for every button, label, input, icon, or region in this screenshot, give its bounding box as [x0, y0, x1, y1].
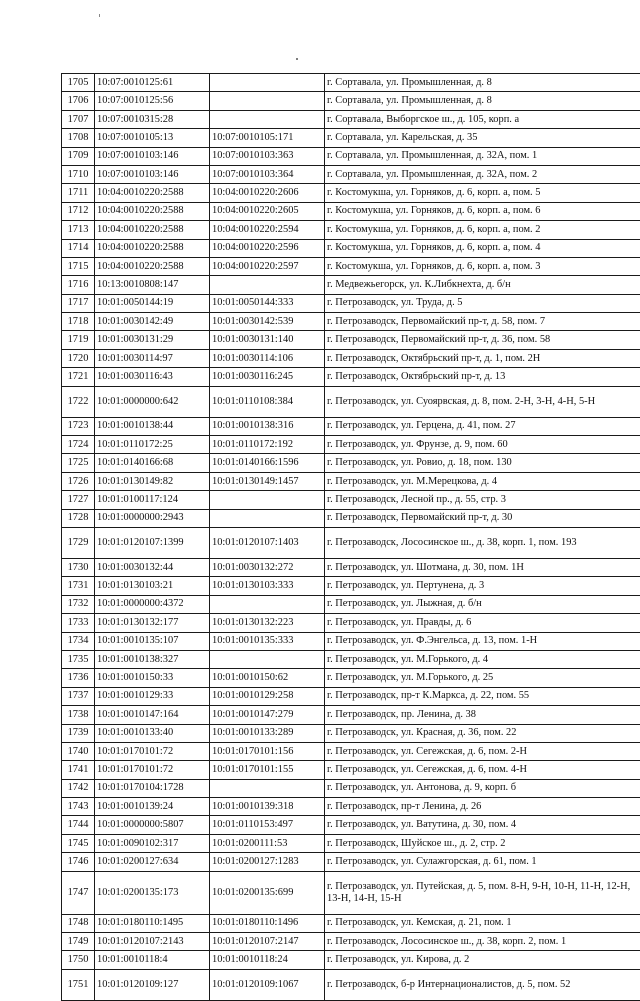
table-row — [62, 933, 640, 951]
premises-cadastral-number-cell: 10:01:0180110:1496 — [210, 914, 325, 932]
premises-cadastral-number-cell: 10:01:0030114:106 — [210, 349, 325, 367]
row-number-cell: 1729 — [62, 527, 95, 558]
premises-cadastral-number-cell: 10:01:0120107:2147 — [210, 933, 325, 951]
premises-cadastral-number-cell: 10:01:0130132:223 — [210, 614, 325, 632]
cadastral-number-cell: 10:01:0170104:1728 — [95, 779, 210, 797]
table-row — [62, 110, 640, 128]
address-cell: г. Петрозаводск, ул. Кирова, д. 2 — [325, 951, 640, 969]
cadastral-number-cell: 10:07:0010125:61 — [95, 74, 210, 92]
address-cell: г. Костомукша, ул. Горняков, д. 6, корп. а, пом. 6 — [325, 202, 640, 220]
address-cell: г. Петрозаводск, ул. Пертунена, д. 3 — [325, 577, 640, 595]
row-number-cell: 1724 — [62, 436, 95, 454]
address-cell: г. Петрозаводск, ул. Труда, д. 5 — [325, 294, 640, 312]
premises-cadastral-number-cell: 10:01:0200135:699 — [210, 871, 325, 914]
cadastral-number-cell: 10:01:0010118:4 — [95, 951, 210, 969]
cadastral-number-cell: 10:01:0000000:5807 — [95, 816, 210, 834]
table-row — [62, 669, 640, 687]
premises-cadastral-number-cell — [210, 110, 325, 128]
table-row — [62, 491, 640, 509]
table-row — [62, 331, 640, 349]
premises-cadastral-number-cell: 10:01:0140166:1596 — [210, 454, 325, 472]
table-row — [62, 349, 640, 367]
row-number-cell: 1705 — [62, 74, 95, 92]
address-cell: г. Петрозаводск, Октябрьский пр-т, д. 13 — [325, 368, 640, 386]
premises-cadastral-number-cell: 10:04:0010220:2597 — [210, 257, 325, 275]
address-cell: г. Костомукша, ул. Горняков, д. 6, корп. а, пом. 4 — [325, 239, 640, 257]
premises-cadastral-number-cell: 10:01:0030132:272 — [210, 558, 325, 576]
table-row — [62, 202, 640, 220]
cadastral-number-cell: 10:01:0000000:4372 — [95, 595, 210, 613]
address-cell: г. Петрозаводск, пр-т Ленина, д. 26 — [325, 798, 640, 816]
table-row — [62, 914, 640, 932]
address-cell: г. Медвежьегорск, ул. К.Либкнехта, д. б/н — [325, 276, 640, 294]
address-cell: г. Петрозаводск, пр. Ленина, д. 38 — [325, 706, 640, 724]
cadastral-number-cell: 10:01:0030116:43 — [95, 368, 210, 386]
premises-cadastral-number-cell: 10:01:0010133:289 — [210, 724, 325, 742]
table-row — [62, 386, 640, 417]
premises-cadastral-number-cell: 10:01:0010129:258 — [210, 687, 325, 705]
row-number-cell: 1750 — [62, 951, 95, 969]
table-row — [62, 706, 640, 724]
cadastral-number-cell: 10:07:0010125:56 — [95, 92, 210, 110]
cadastral-number-cell: 10:07:0010315:28 — [95, 110, 210, 128]
premises-cadastral-number-cell: 10:04:0010220:2596 — [210, 239, 325, 257]
table-row — [62, 614, 640, 632]
premises-cadastral-number-cell: 10:01:0010118:24 — [210, 951, 325, 969]
premises-cadastral-number-cell — [210, 595, 325, 613]
row-number-cell: 1706 — [62, 92, 95, 110]
address-cell: г. Петрозаводск, Первомайский пр-т, д. 36, пом. 58 — [325, 331, 640, 349]
premises-cadastral-number-cell: 10:01:0110172:192 — [210, 436, 325, 454]
row-number-cell: 1710 — [62, 165, 95, 183]
cadastral-number-cell: 10:01:0170101:72 — [95, 761, 210, 779]
table-row — [62, 687, 640, 705]
cadastral-number-cell: 10:07:0010105:13 — [95, 129, 210, 147]
premises-cadastral-number-cell: 10:01:0110153:497 — [210, 816, 325, 834]
table-row — [62, 184, 640, 202]
cadastral-number-cell: 10:01:0010139:24 — [95, 798, 210, 816]
premises-cadastral-number-cell: 10:01:0030131:140 — [210, 331, 325, 349]
premises-cadastral-number-cell: 10:01:0010147:279 — [210, 706, 325, 724]
address-cell: г. Петрозаводск, ул. М.Горького, д. 4 — [325, 650, 640, 668]
address-cell: г. Петрозаводск, Лососинское ш., д. 38, корп. 2, пом. 1 — [325, 933, 640, 951]
row-number-cell: 1739 — [62, 724, 95, 742]
row-number-cell: 1731 — [62, 577, 95, 595]
premises-cadastral-number-cell: 10:01:0130149:1457 — [210, 472, 325, 490]
cadastral-number-cell: 10:01:0130132:177 — [95, 614, 210, 632]
table-row — [62, 472, 640, 490]
premises-cadastral-number-cell: 10:01:0200111:53 — [210, 834, 325, 852]
address-cell: г. Петрозаводск, ул. Ф.Энгельса, д. 13, пом. 1-Н — [325, 632, 640, 650]
premises-cadastral-number-cell: 10:01:0030142:539 — [210, 313, 325, 331]
cadastral-number-cell: 10:04:0010220:2588 — [95, 257, 210, 275]
address-cell: г. Петрозаводск, ул. М.Горького, д. 25 — [325, 669, 640, 687]
table-row — [62, 276, 640, 294]
cadastral-number-cell: 10:01:0120107:2143 — [95, 933, 210, 951]
cadastral-number-cell: 10:04:0010220:2588 — [95, 184, 210, 202]
table-row — [62, 221, 640, 239]
cadastral-number-cell: 10:01:0120109:127 — [95, 969, 210, 1000]
row-number-cell: 1743 — [62, 798, 95, 816]
address-cell: г. Петрозаводск, Шуйское ш., д. 2, стр. 2 — [325, 834, 640, 852]
row-number-cell: 1746 — [62, 853, 95, 871]
cadastral-number-cell: 10:01:0140166:68 — [95, 454, 210, 472]
address-cell: г. Костомукша, ул. Горняков, д. 6, корп. а, пом. 2 — [325, 221, 640, 239]
row-number-cell: 1747 — [62, 871, 95, 914]
row-number-cell: 1741 — [62, 761, 95, 779]
row-number-cell: 1736 — [62, 669, 95, 687]
cadastral-number-cell: 10:01:0130149:82 — [95, 472, 210, 490]
row-number-cell: 1733 — [62, 614, 95, 632]
premises-cadastral-number-cell: 10:01:0010150:62 — [210, 669, 325, 687]
cadastral-number-cell: 10:01:0120107:1399 — [95, 527, 210, 558]
address-cell: г. Петрозаводск, Лесной пр., д. 55, стр. 3 — [325, 491, 640, 509]
address-cell: г. Петрозаводск, ул. Лыжная, д. б/н — [325, 595, 640, 613]
table-row — [62, 595, 640, 613]
table-row — [62, 294, 640, 312]
table-row — [62, 779, 640, 797]
table-row — [62, 853, 640, 871]
table-row — [62, 527, 640, 558]
row-number-cell: 1734 — [62, 632, 95, 650]
address-cell: г. Петрозаводск, Первомайский пр-т, д. 30 — [325, 509, 640, 527]
row-number-cell: 1735 — [62, 650, 95, 668]
address-cell: г. Сортавала, ул. Промышленная, д. 32А, пом. 2 — [325, 165, 640, 183]
row-number-cell: 1707 — [62, 110, 95, 128]
cadastral-number-cell: 10:01:0030114:97 — [95, 349, 210, 367]
premises-cadastral-number-cell: 10:01:0030116:245 — [210, 368, 325, 386]
address-cell: г. Петрозаводск, ул. Герцена, д. 41, пом. 27 — [325, 417, 640, 435]
cadastral-number-cell: 10:04:0010220:2588 — [95, 221, 210, 239]
address-cell: г. Петрозаводск, ул. Суоярвская, д. 8, пом. 2-Н, 3-Н, 4-Н, 5-Н — [325, 386, 640, 417]
table-row — [62, 147, 640, 165]
table-row — [62, 798, 640, 816]
cadastral-number-cell: 10:01:0010138:327 — [95, 650, 210, 668]
premises-cadastral-number-cell: 10:01:0200127:1283 — [210, 853, 325, 871]
address-cell: г. Сортавала, ул. Промышленная, д. 32А, пом. 1 — [325, 147, 640, 165]
address-cell: г. Петрозаводск, ул. Сулажгорская, д. 61, пом. 1 — [325, 853, 640, 871]
premises-cadastral-number-cell: 10:04:0010220:2605 — [210, 202, 325, 220]
table-row — [62, 239, 640, 257]
cadastral-number-cell: 10:01:0030131:29 — [95, 331, 210, 349]
row-number-cell: 1716 — [62, 276, 95, 294]
address-cell: г. Петрозаводск, ул. М.Мерецкова, д. 4 — [325, 472, 640, 490]
address-cell: г. Петрозаводск, ул. Шотмана, д. 30, пом. 1Н — [325, 558, 640, 576]
row-number-cell: 1728 — [62, 509, 95, 527]
cadastral-number-cell: 10:01:0000000:642 — [95, 386, 210, 417]
cadastral-number-cell: 10:04:0010220:2588 — [95, 239, 210, 257]
cadastral-number-cell: 10:01:0200135:173 — [95, 871, 210, 914]
row-number-cell: 1714 — [62, 239, 95, 257]
row-number-cell: 1718 — [62, 313, 95, 331]
premises-cadastral-number-cell — [210, 779, 325, 797]
row-number-cell: 1721 — [62, 368, 95, 386]
cadastral-number-cell: 10:01:0050144:19 — [95, 294, 210, 312]
row-number-cell: 1719 — [62, 331, 95, 349]
address-cell: г. Петрозаводск, ул. Сегежская, д. 6, пом. 2-Н — [325, 742, 640, 760]
property-register-table — [61, 73, 640, 1001]
premises-cadastral-number-cell: 10:07:0010103:363 — [210, 147, 325, 165]
row-number-cell: 1723 — [62, 417, 95, 435]
address-cell: г. Петрозаводск, ул. Правды, д. 6 — [325, 614, 640, 632]
scan-artifact — [296, 58, 298, 60]
row-number-cell: 1745 — [62, 834, 95, 852]
address-cell: г. Костомукша, ул. Горняков, д. 6, корп. а, пом. 3 — [325, 257, 640, 275]
table-row — [62, 742, 640, 760]
row-number-cell: 1737 — [62, 687, 95, 705]
table-row — [62, 816, 640, 834]
row-number-cell: 1744 — [62, 816, 95, 834]
premises-cadastral-number-cell: 10:01:0010138:316 — [210, 417, 325, 435]
table-row — [62, 871, 640, 914]
address-cell: г. Петрозаводск, Лососинское ш., д. 38, корп. 1, пом. 193 — [325, 527, 640, 558]
row-number-cell: 1740 — [62, 742, 95, 760]
row-number-cell: 1749 — [62, 933, 95, 951]
row-number-cell: 1711 — [62, 184, 95, 202]
cadastral-number-cell: 10:01:0170101:72 — [95, 742, 210, 760]
address-cell: г. Сортавала, ул. Промышленная, д. 8 — [325, 74, 640, 92]
premises-cadastral-number-cell: 10:01:0130103:333 — [210, 577, 325, 595]
premises-cadastral-number-cell: 10:01:0050144:333 — [210, 294, 325, 312]
cadastral-number-cell: 10:01:0030142:49 — [95, 313, 210, 331]
premises-cadastral-number-cell: 10:01:0120109:1067 — [210, 969, 325, 1000]
premises-cadastral-number-cell: 10:01:0170101:156 — [210, 742, 325, 760]
scan-artifact — [99, 14, 100, 17]
address-cell: г. Сортавала, ул. Промышленная, д. 8 — [325, 92, 640, 110]
cadastral-number-cell: 10:01:0030132:44 — [95, 558, 210, 576]
row-number-cell: 1751 — [62, 969, 95, 1000]
table-row — [62, 417, 640, 435]
premises-cadastral-number-cell: 10:04:0010220:2594 — [210, 221, 325, 239]
cadastral-number-cell: 10:01:0110172:25 — [95, 436, 210, 454]
premises-cadastral-number-cell: 10:07:0010105:171 — [210, 129, 325, 147]
address-cell: г. Петрозаводск, ул. Ровио, д. 18, пом. 130 — [325, 454, 640, 472]
row-number-cell: 1713 — [62, 221, 95, 239]
premises-cadastral-number-cell — [210, 92, 325, 110]
row-number-cell: 1748 — [62, 914, 95, 932]
row-number-cell: 1725 — [62, 454, 95, 472]
table-row — [62, 951, 640, 969]
address-cell: г. Петрозаводск, ул. Ватутина, д. 30, пом. 4 — [325, 816, 640, 834]
table-row — [62, 724, 640, 742]
cadastral-number-cell: 10:07:0010103:146 — [95, 147, 210, 165]
address-cell: г. Петрозаводск, ул. Фрунзе, д. 9, пом. 60 — [325, 436, 640, 454]
cadastral-number-cell: 10:01:0010138:44 — [95, 417, 210, 435]
premises-cadastral-number-cell: 10:01:0010135:333 — [210, 632, 325, 650]
premises-cadastral-number-cell: 10:01:0170101:155 — [210, 761, 325, 779]
premises-cadastral-number-cell — [210, 276, 325, 294]
row-number-cell: 1742 — [62, 779, 95, 797]
table-row — [62, 92, 640, 110]
address-cell: г. Петрозаводск, ул. Путейская, д. 5, пом. 8-Н, 9-Н, 10-Н, 11-Н, 12-Н, 13-Н, 14-Н, 15-Н — [325, 871, 640, 914]
cadastral-number-cell: 10:01:0010129:33 — [95, 687, 210, 705]
table-row — [62, 454, 640, 472]
table-row — [62, 436, 640, 454]
cadastral-number-cell: 10:01:0010147:164 — [95, 706, 210, 724]
address-cell: г. Костомукша, ул. Горняков, д. 6, корп. а, пом. 5 — [325, 184, 640, 202]
table-row — [62, 257, 640, 275]
table-row — [62, 969, 640, 1000]
address-cell: г. Петрозаводск, б-р Интернационалистов, д. 5, пом. 52 — [325, 969, 640, 1000]
table-row — [62, 74, 640, 92]
row-number-cell: 1727 — [62, 491, 95, 509]
cadastral-number-cell: 10:01:0130103:21 — [95, 577, 210, 595]
table-row — [62, 368, 640, 386]
address-cell: г. Сортавала, ул. Карельская, д. 35 — [325, 129, 640, 147]
row-number-cell: 1730 — [62, 558, 95, 576]
row-number-cell: 1738 — [62, 706, 95, 724]
row-number-cell: 1717 — [62, 294, 95, 312]
address-cell: г. Петрозаводск, Первомайский пр-т, д. 58, пом. 7 — [325, 313, 640, 331]
cadastral-number-cell: 10:01:0010135:107 — [95, 632, 210, 650]
cadastral-number-cell: 10:01:0100117:124 — [95, 491, 210, 509]
premises-cadastral-number-cell — [210, 509, 325, 527]
premises-cadastral-number-cell: 10:01:0120107:1403 — [210, 527, 325, 558]
table-row — [62, 650, 640, 668]
row-number-cell: 1708 — [62, 129, 95, 147]
address-cell: г. Сортавала, Выборгское ш., д. 105, корп. а — [325, 110, 640, 128]
premises-cadastral-number-cell: 10:04:0010220:2606 — [210, 184, 325, 202]
premises-cadastral-number-cell: 10:01:0010139:318 — [210, 798, 325, 816]
premises-cadastral-number-cell — [210, 74, 325, 92]
table-row — [62, 761, 640, 779]
cadastral-number-cell: 10:07:0010103:146 — [95, 165, 210, 183]
row-number-cell: 1722 — [62, 386, 95, 417]
cadastral-number-cell: 10:01:0010133:40 — [95, 724, 210, 742]
table-row — [62, 558, 640, 576]
row-number-cell: 1715 — [62, 257, 95, 275]
address-cell: г. Петрозаводск, ул. Сегежская, д. 6, пом. 4-Н — [325, 761, 640, 779]
row-number-cell: 1726 — [62, 472, 95, 490]
cadastral-number-cell: 10:13:0010808:147 — [95, 276, 210, 294]
cadastral-number-cell: 10:01:0090102:317 — [95, 834, 210, 852]
premises-cadastral-number-cell — [210, 491, 325, 509]
table-row — [62, 313, 640, 331]
address-cell: г. Петрозаводск, пр-т К.Маркса, д. 22, пом. 55 — [325, 687, 640, 705]
cadastral-number-cell: 10:01:0180110:1495 — [95, 914, 210, 932]
premises-cadastral-number-cell: 10:07:0010103:364 — [210, 165, 325, 183]
cadastral-number-cell: 10:04:0010220:2588 — [95, 202, 210, 220]
address-cell: г. Петрозаводск, Октябрьский пр-т, д. 1, пом. 2Н — [325, 349, 640, 367]
row-number-cell: 1712 — [62, 202, 95, 220]
premises-cadastral-number-cell: 10:01:0110108:384 — [210, 386, 325, 417]
cadastral-number-cell: 10:01:0000000:2943 — [95, 509, 210, 527]
table-row — [62, 834, 640, 852]
cadastral-number-cell: 10:01:0010150:33 — [95, 669, 210, 687]
table-row — [62, 577, 640, 595]
row-number-cell: 1732 — [62, 595, 95, 613]
table-row — [62, 632, 640, 650]
premises-cadastral-number-cell — [210, 650, 325, 668]
row-number-cell: 1709 — [62, 147, 95, 165]
register-table-body — [62, 74, 640, 1001]
table-row — [62, 129, 640, 147]
address-cell: г. Петрозаводск, ул. Красная, д. 36, пом. 22 — [325, 724, 640, 742]
address-cell: г. Петрозаводск, ул. Антонова, д. 9, корп. б — [325, 779, 640, 797]
table-row — [62, 165, 640, 183]
address-cell: г. Петрозаводск, ул. Кемская, д. 21, пом. 1 — [325, 914, 640, 932]
cadastral-number-cell: 10:01:0200127:634 — [95, 853, 210, 871]
row-number-cell: 1720 — [62, 349, 95, 367]
table-row — [62, 509, 640, 527]
